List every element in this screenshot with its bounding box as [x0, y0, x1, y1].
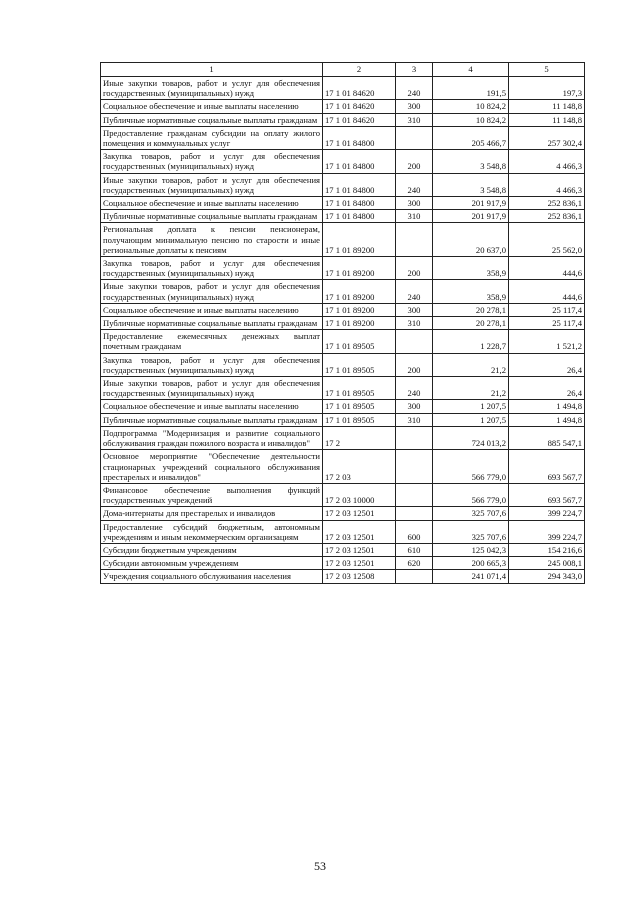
row-value-2: 257 302,4 — [509, 126, 585, 149]
row-name: Иные закупки товаров, работ и услуг для обеспечения государственных (муниципальных) нужд — [101, 280, 323, 303]
row-value-2: 252 836,1 — [509, 210, 585, 223]
row-vr: 310 — [396, 113, 433, 126]
row-vr: 310 — [396, 317, 433, 330]
row-code: 17 2 03 12501 — [323, 507, 396, 520]
row-value-2: 252 836,1 — [509, 197, 585, 210]
row-code: 17 1 01 84620 — [323, 77, 396, 100]
row-value-2: 4 466,3 — [509, 173, 585, 196]
row-name: Социальное обеспечение и иные выплаты населению — [101, 303, 323, 316]
table-row — [101, 223, 585, 257]
row-value-1: 1 207,5 — [433, 413, 509, 426]
row-vr — [396, 330, 433, 353]
row-value-1: 191,5 — [433, 77, 509, 100]
row-value-1: 20 278,1 — [433, 303, 509, 316]
row-name: Предоставление субсидий бюджетным, автономным учреждениям и иным некоммерческим организациям — [101, 520, 323, 543]
header-col-4: 4 — [433, 63, 509, 77]
table-row — [101, 377, 585, 400]
row-value-2: 11 148,8 — [509, 100, 585, 113]
row-value-1: 10 824,2 — [433, 100, 509, 113]
row-code: 17 2 03 10000 — [323, 483, 396, 506]
row-vr: 610 — [396, 543, 433, 556]
row-code: 17 2 — [323, 426, 396, 449]
row-code: 17 2 03 12508 — [323, 570, 396, 583]
row-value-1: 3 548,8 — [433, 173, 509, 196]
row-name: Иные закупки товаров, работ и услуг для обеспечения государственных (муниципальных) нужд — [101, 173, 323, 196]
row-value-1: 20 278,1 — [433, 317, 509, 330]
row-name: Публичные нормативные социальные выплаты гражданам — [101, 317, 323, 330]
row-vr — [396, 570, 433, 583]
row-value-1: 1 228,7 — [433, 330, 509, 353]
row-value-2: 294 343,0 — [509, 570, 585, 583]
row-name: Закупка товаров, работ и услуг для обеспечения государственных (муниципальных) нужд — [101, 353, 323, 376]
row-value-1: 201 917,9 — [433, 197, 509, 210]
row-value-1: 241 071,4 — [433, 570, 509, 583]
row-value-2: 154 216,6 — [509, 543, 585, 556]
row-code: 17 2 03 12501 — [323, 557, 396, 570]
header-col-1: 1 — [101, 63, 323, 77]
row-value-2: 25 117,4 — [509, 303, 585, 316]
table-row — [101, 317, 585, 330]
row-vr — [396, 126, 433, 149]
row-vr — [396, 426, 433, 449]
row-vr: 240 — [396, 77, 433, 100]
budget-table — [100, 62, 585, 584]
row-value-1: 566 779,0 — [433, 450, 509, 484]
row-value-2: 11 148,8 — [509, 113, 585, 126]
row-value-2: 444,6 — [509, 257, 585, 280]
row-code: 17 1 01 89200 — [323, 280, 396, 303]
table-row — [101, 330, 585, 353]
row-name: Публичные нормативные социальные выплаты гражданам — [101, 413, 323, 426]
row-code: 17 1 01 84800 — [323, 210, 396, 223]
row-value-2: 1 494,8 — [509, 400, 585, 413]
row-name: Региональная доплата к пенсии пенсионерам, получающим минимальную пенсию по старости и иные региональные доплаты к пенсиям — [101, 223, 323, 257]
row-name: Иные закупки товаров, работ и услуг для обеспечения государственных (муниципальных) нужд — [101, 377, 323, 400]
row-value-1: 21,2 — [433, 353, 509, 376]
row-value-2: 399 224,7 — [509, 507, 585, 520]
table-row — [101, 150, 585, 173]
row-vr — [396, 223, 433, 257]
table-row — [101, 413, 585, 426]
table-row — [101, 126, 585, 149]
table-row — [101, 173, 585, 196]
row-value-2: 197,3 — [509, 77, 585, 100]
row-vr — [396, 507, 433, 520]
row-value-1: 3 548,8 — [433, 150, 509, 173]
row-code: 17 1 01 89200 — [323, 317, 396, 330]
row-name: Финансовое обеспечение выполнения функций государственных учреждений — [101, 483, 323, 506]
document-page — [100, 62, 584, 584]
row-value-1: 325 707,6 — [433, 507, 509, 520]
row-code: 17 1 01 84800 — [323, 173, 396, 196]
row-code: 17 1 01 89505 — [323, 353, 396, 376]
row-code: 17 1 01 84620 — [323, 113, 396, 126]
table-row — [101, 280, 585, 303]
row-name: Закупка товаров, работ и услуг для обеспечения государственных (муниципальных) нужд — [101, 257, 323, 280]
row-value-1: 201 917,9 — [433, 210, 509, 223]
row-code: 17 1 01 89505 — [323, 330, 396, 353]
row-vr: 200 — [396, 150, 433, 173]
row-name: Социальное обеспечение и иные выплаты населению — [101, 400, 323, 413]
row-vr: 240 — [396, 173, 433, 196]
table-row — [101, 483, 585, 506]
row-value-1: 20 637,0 — [433, 223, 509, 257]
row-code: 17 1 01 89200 — [323, 223, 396, 257]
row-code: 17 1 01 89200 — [323, 257, 396, 280]
row-name: Дома-интернаты для престарелых и инвалидов — [101, 507, 323, 520]
row-value-1: 358,9 — [433, 280, 509, 303]
row-code: 17 1 01 84800 — [323, 126, 396, 149]
row-value-1: 125 042,3 — [433, 543, 509, 556]
row-value-1: 325 707,6 — [433, 520, 509, 543]
row-vr — [396, 450, 433, 484]
row-code: 17 1 01 89505 — [323, 377, 396, 400]
row-value-2: 444,6 — [509, 280, 585, 303]
row-value-2: 25 117,4 — [509, 317, 585, 330]
row-vr: 620 — [396, 557, 433, 570]
row-vr — [396, 483, 433, 506]
row-code: 17 2 03 12501 — [323, 520, 396, 543]
row-vr: 310 — [396, 413, 433, 426]
row-name: Иные закупки товаров, работ и услуг для обеспечения государственных (муниципальных) нужд — [101, 77, 323, 100]
row-value-2: 693 567,7 — [509, 483, 585, 506]
row-value-1: 205 466,7 — [433, 126, 509, 149]
table-header-row — [101, 63, 585, 77]
row-value-1: 21,2 — [433, 377, 509, 400]
table-row — [101, 520, 585, 543]
table-row — [101, 426, 585, 449]
row-value-1: 10 824,2 — [433, 113, 509, 126]
table-row — [101, 450, 585, 484]
table-row — [101, 303, 585, 316]
row-value-2: 885 547,1 — [509, 426, 585, 449]
table-row — [101, 113, 585, 126]
row-value-2: 245 008,1 — [509, 557, 585, 570]
row-value-1: 200 665,3 — [433, 557, 509, 570]
row-vr: 300 — [396, 400, 433, 413]
header-col-2: 2 — [323, 63, 396, 77]
row-name: Субсидии автономным учреждениям — [101, 557, 323, 570]
row-name: Публичные нормативные социальные выплаты гражданам — [101, 210, 323, 223]
row-value-2: 1 494,8 — [509, 413, 585, 426]
table-row — [101, 570, 585, 583]
row-name: Закупка товаров, работ и услуг для обеспечения государственных (муниципальных) нужд — [101, 150, 323, 173]
row-vr: 240 — [396, 280, 433, 303]
header-col-5: 5 — [509, 63, 585, 77]
row-code: 17 1 01 89505 — [323, 413, 396, 426]
row-name: Социальное обеспечение и иные выплаты населению — [101, 100, 323, 113]
table-row — [101, 210, 585, 223]
row-value-2: 399 224,7 — [509, 520, 585, 543]
table-row — [101, 543, 585, 556]
table-row — [101, 100, 585, 113]
row-name: Основное мероприятие "Обеспечение деятельности стационарных учреждений социального обслуживания престарелых и инвалидов" — [101, 450, 323, 484]
table-row — [101, 353, 585, 376]
header-col-3: 3 — [396, 63, 433, 77]
row-code: 17 1 01 84800 — [323, 197, 396, 210]
row-vr: 200 — [396, 353, 433, 376]
row-value-1: 724 013,2 — [433, 426, 509, 449]
row-name: Подпрограмма "Модернизация и развитие социального обслуживания граждан пожилого возраста и инвалидов" — [101, 426, 323, 449]
row-code: 17 1 01 89505 — [323, 400, 396, 413]
row-code: 17 2 03 12501 — [323, 543, 396, 556]
row-value-2: 26,4 — [509, 377, 585, 400]
row-value-2: 693 567,7 — [509, 450, 585, 484]
table-row — [101, 197, 585, 210]
table-row — [101, 557, 585, 570]
row-code: 17 1 01 89200 — [323, 303, 396, 316]
row-vr: 310 — [396, 210, 433, 223]
row-value-2: 25 562,0 — [509, 223, 585, 257]
table-row — [101, 257, 585, 280]
row-vr: 300 — [396, 197, 433, 210]
row-value-2: 4 466,3 — [509, 150, 585, 173]
row-name: Предоставление гражданам субсидии на оплату жилого помещения и коммунальных услуг — [101, 126, 323, 149]
table-row — [101, 400, 585, 413]
row-code: 17 1 01 84620 — [323, 100, 396, 113]
table-row — [101, 507, 585, 520]
row-vr: 600 — [396, 520, 433, 543]
row-vr: 300 — [396, 303, 433, 316]
row-value-1: 358,9 — [433, 257, 509, 280]
row-name: Субсидии бюджетным учреждениям — [101, 543, 323, 556]
row-name: Учреждения социального обслуживания населения — [101, 570, 323, 583]
row-vr: 200 — [396, 257, 433, 280]
row-vr: 300 — [396, 100, 433, 113]
page-number: 53 — [314, 859, 326, 873]
table-row — [101, 77, 585, 100]
row-value-2: 1 521,2 — [509, 330, 585, 353]
row-vr: 240 — [396, 377, 433, 400]
row-name: Предоставление ежемесячных денежных выплат почетным гражданам — [101, 330, 323, 353]
row-code: 17 2 03 — [323, 450, 396, 484]
row-value-1: 566 779,0 — [433, 483, 509, 506]
row-value-1: 1 207,5 — [433, 400, 509, 413]
row-name: Социальное обеспечение и иные выплаты населению — [101, 197, 323, 210]
row-code: 17 1 01 84800 — [323, 150, 396, 173]
row-name: Публичные нормативные социальные выплаты гражданам — [101, 113, 323, 126]
row-value-2: 26,4 — [509, 353, 585, 376]
